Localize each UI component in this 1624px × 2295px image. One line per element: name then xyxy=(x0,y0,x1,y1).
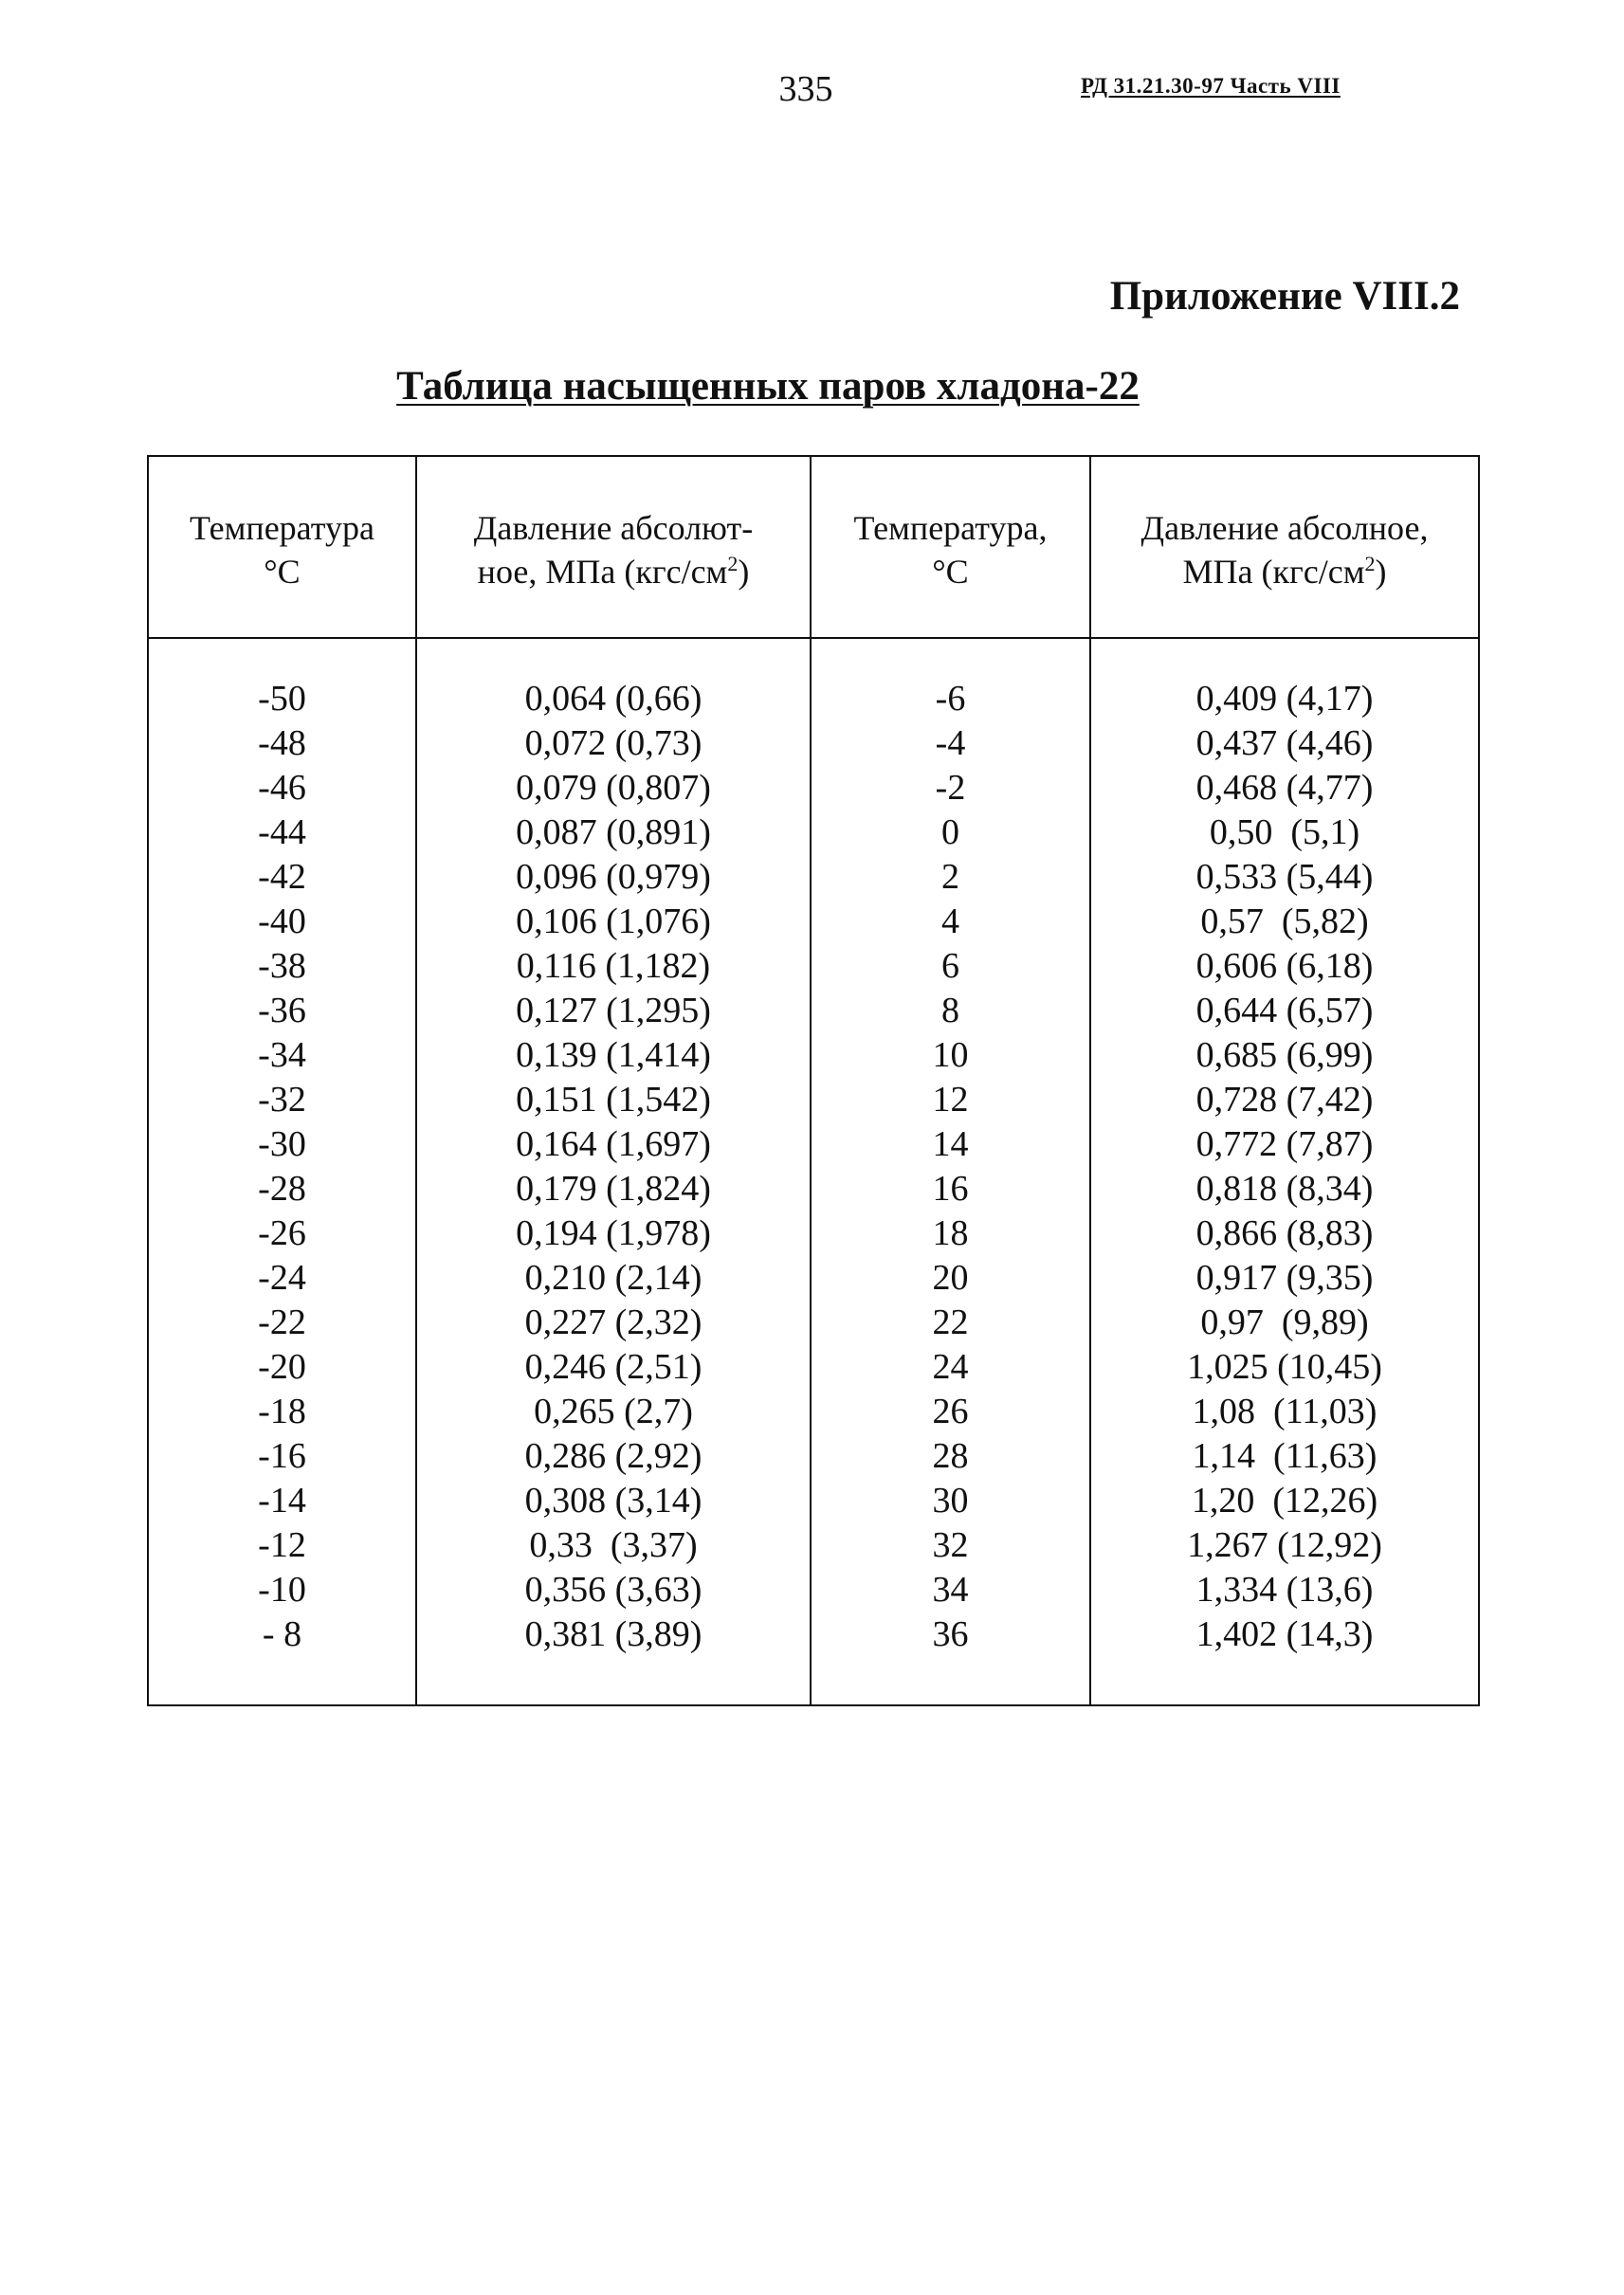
table-cell: 0,533 (5,44) xyxy=(1195,857,1374,897)
table-cell: 0,139 (1,414) xyxy=(516,1035,711,1075)
header-line: Давление абсолют- xyxy=(473,509,754,547)
table-cell: -42 xyxy=(258,857,306,897)
table-cell: 14 xyxy=(932,1124,969,1164)
header-temperature-1 xyxy=(149,457,417,637)
table-cell: 0,644 (6,57) xyxy=(1195,991,1374,1030)
table-cell: 16 xyxy=(932,1169,969,1209)
table-cell: 1,402 (14,3) xyxy=(1195,1614,1374,1654)
table-cell: 0,072 (0,73) xyxy=(524,723,703,763)
superscript: 2 xyxy=(727,552,739,575)
table-cell: 0,210 (2,14) xyxy=(524,1258,703,1298)
column-pressure-2 xyxy=(1091,639,1478,1704)
table-cell: 0,127 (1,295) xyxy=(516,991,711,1030)
table-cell: -14 xyxy=(258,1481,306,1521)
table-cell: 1,14 (11,63) xyxy=(1192,1436,1378,1476)
table-cell: 0,606 (6,18) xyxy=(1195,946,1374,986)
table-cell: -4 xyxy=(935,723,966,763)
table-cell: -22 xyxy=(258,1302,306,1342)
table-cell: 0,116 (1,182) xyxy=(516,946,711,986)
table-cell: 0,194 (1,978) xyxy=(516,1213,711,1253)
table-cell: 0,818 (8,34) xyxy=(1195,1169,1374,1209)
table-title: Таблица насыщенных паров хладона-22 xyxy=(396,364,1140,409)
header-line: °C xyxy=(932,553,969,591)
table-cell: - 8 xyxy=(262,1614,302,1654)
header-line xyxy=(417,550,810,593)
table-cell: 0,096 (0,979) xyxy=(516,857,711,897)
table-cell: -44 xyxy=(258,812,306,852)
table-cell: 6 xyxy=(941,946,959,986)
table-cell: 32 xyxy=(932,1525,969,1565)
header-unit-tail: ) xyxy=(1375,553,1387,591)
table-cell: 0,381 (3,89) xyxy=(524,1614,703,1654)
table-cell: 0,728 (7,42) xyxy=(1195,1080,1374,1120)
table-cell: 12 xyxy=(932,1080,969,1120)
table-cell: -46 xyxy=(258,768,306,808)
table-cell: 22 xyxy=(932,1302,969,1342)
header-line: Температура, xyxy=(853,509,1048,547)
table-cell: 0,356 (3,63) xyxy=(524,1570,703,1610)
table-cell: -6 xyxy=(935,679,966,719)
header-pressure-1 xyxy=(417,457,812,637)
table-cell: -2 xyxy=(935,768,966,808)
table-cell: 0,437 (4,46) xyxy=(1195,723,1374,763)
table-cell: -10 xyxy=(258,1570,306,1610)
table-cell: -30 xyxy=(258,1124,306,1164)
table-cell: 2 xyxy=(941,857,959,897)
table-cell: 0,409 (4,17) xyxy=(1195,679,1374,719)
table-cell: 24 xyxy=(932,1347,969,1387)
table-cell: 0,33 (3,37) xyxy=(529,1525,698,1565)
table-cell: 0,57 (5,82) xyxy=(1200,902,1369,941)
table-cell: -24 xyxy=(258,1258,306,1298)
table-cell: -18 xyxy=(258,1392,306,1431)
table-cell: -40 xyxy=(258,902,306,941)
table-cell: 1,267 (12,92) xyxy=(1187,1525,1382,1565)
table-cell: 0,164 (1,697) xyxy=(516,1124,711,1164)
superscript: 2 xyxy=(1364,552,1376,575)
table-cell: 10 xyxy=(932,1035,969,1075)
header-line xyxy=(1091,550,1478,593)
header-line: °C xyxy=(264,553,301,591)
table-cell: -12 xyxy=(258,1525,306,1565)
table-body xyxy=(149,639,1478,1704)
header-unit-tail: ) xyxy=(738,553,750,591)
table-cell: 0 xyxy=(941,812,959,852)
table-cell: 0,246 (2,51) xyxy=(524,1347,703,1387)
table-cell: 8 xyxy=(941,991,959,1030)
column-pressure-1 xyxy=(417,639,812,1704)
table-cell: 0,50 (5,1) xyxy=(1209,812,1360,852)
table-cell: 0,227 (2,32) xyxy=(524,1302,703,1342)
table-cell: 36 xyxy=(932,1614,969,1654)
table-cell: 28 xyxy=(932,1436,969,1476)
column-temperature-2 xyxy=(812,639,1091,1704)
page-number: 335 xyxy=(778,69,833,109)
table-cell: 0,265 (2,7) xyxy=(534,1392,693,1431)
table-cell: 18 xyxy=(932,1213,969,1253)
table-cell: 0,286 (2,92) xyxy=(524,1436,703,1476)
header-line: Температура xyxy=(190,509,374,547)
column-temperature-1 xyxy=(149,639,417,1704)
table-cell: 0,064 (0,66) xyxy=(524,679,703,719)
saturated-vapor-table xyxy=(147,455,1480,1706)
table-cell: 4 xyxy=(941,902,959,941)
header-temperature-2 xyxy=(812,457,1091,637)
table-cell: 0,866 (8,83) xyxy=(1195,1213,1374,1253)
table-cell: 0,308 (3,14) xyxy=(524,1481,703,1521)
table-cell: -26 xyxy=(258,1213,306,1253)
header-line: Давление абсолное, xyxy=(1140,509,1429,547)
table-cell: 0,468 (4,77) xyxy=(1195,768,1374,808)
table-cell: 0,087 (0,891) xyxy=(516,812,711,852)
table-cell: -50 xyxy=(258,679,306,719)
table-cell: -20 xyxy=(258,1347,306,1387)
table-cell: -48 xyxy=(258,723,306,763)
table-cell: 1,025 (10,45) xyxy=(1187,1347,1382,1387)
table-header-row xyxy=(149,457,1478,639)
table-cell: 0,151 (1,542) xyxy=(516,1080,711,1120)
table-cell: 0,179 (1,824) xyxy=(516,1169,711,1209)
table-cell: 0,772 (7,87) xyxy=(1195,1124,1374,1164)
table-cell: 0,079 (0,807) xyxy=(516,768,711,808)
table-cell: -16 xyxy=(258,1436,306,1476)
table-cell: 1,20 (12,26) xyxy=(1191,1481,1378,1521)
table-cell: -32 xyxy=(258,1080,306,1120)
table-cell: -28 xyxy=(258,1169,306,1209)
table-cell: -38 xyxy=(258,946,306,986)
table-cell: 1,08 (11,03) xyxy=(1192,1392,1378,1431)
table-cell: 20 xyxy=(932,1258,969,1298)
document-code: РД 31.21.30-97 Часть VIII xyxy=(1081,74,1341,98)
table-cell: -34 xyxy=(258,1035,306,1075)
table-cell: -36 xyxy=(258,991,306,1030)
table-cell: 0,917 (9,35) xyxy=(1195,1258,1374,1298)
table-cell: 1,334 (13,6) xyxy=(1195,1570,1374,1610)
appendix-label: Приложение VIII.2 xyxy=(1109,274,1460,319)
table-cell: 30 xyxy=(932,1481,969,1521)
table-cell: 0,106 (1,076) xyxy=(516,902,711,941)
table-cell: 0,685 (6,99) xyxy=(1195,1035,1374,1075)
header-unit-text: МПа (кгс/см xyxy=(1182,553,1365,591)
header-unit-text: ное, МПа (кгс/см xyxy=(477,553,728,591)
table-cell: 26 xyxy=(932,1392,969,1431)
table-cell: 0,97 (9,89) xyxy=(1200,1302,1369,1342)
table-cell: 34 xyxy=(932,1570,969,1610)
header-pressure-2 xyxy=(1091,457,1478,637)
